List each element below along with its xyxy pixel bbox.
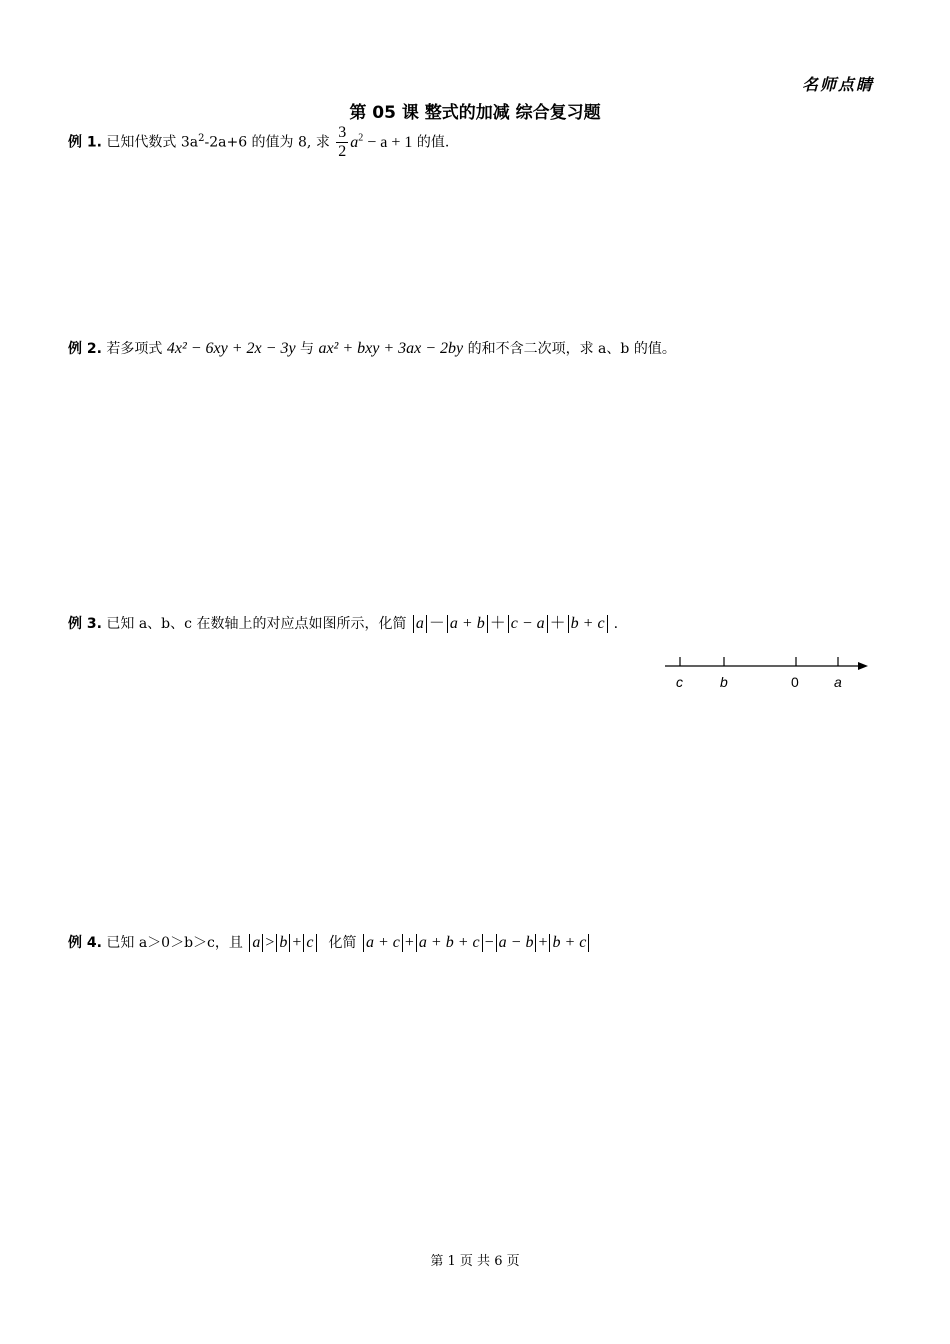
problem-1-sup: 2 [198,132,205,144]
abs-a-minus-b: a − b [496,934,537,952]
abs-b-plus-c-2: b + c [549,934,589,952]
abs-a-plus-c: a + c [363,934,403,952]
fraction-denominator: 2 [338,143,347,160]
problem-4-text-mid: 化简 [328,935,357,951]
number-line [660,652,875,694]
problem-1-var-sup: 2 [358,132,364,144]
abs-b-plus-c: b + c [568,615,608,633]
problem-4-text-a: 已知 a＞0＞b＞c，且 [106,935,243,951]
label-c: c [676,674,683,690]
problem-1-fraction [336,124,348,161]
p4-op-1: + [404,934,414,951]
label-b: b [720,674,728,690]
page-title: 第 05 课 整式的加减 综合复习题 [349,103,601,123]
problem-3-label: 例 3. [68,616,102,632]
cond-abs-b: b [276,934,290,952]
abs-a-plus-b: a + b [447,615,488,633]
problem-4 [68,932,591,952]
label-a: a [834,674,842,690]
problem-2-text-mid: 与 [300,341,314,357]
abs-a-plus-b-plus-c: a + b + c [416,934,483,952]
problem-1-text-b: -2a+6 的值为 8, 求 [204,134,330,151]
cond-abs-a: a [249,934,263,952]
problem-1-expr-rest: − a + 1 [363,133,413,151]
problem-3-text-end: . [613,616,619,632]
problem-3 [68,610,618,633]
op-2: ＋ [489,615,506,632]
problem-1 [68,124,449,161]
problem-2-text-end: 的和不含二次项，求 a、b 的值。 [467,341,676,357]
problem-2-poly1: 4x² − 6xy + 2x − 3y [166,340,296,357]
label-0: 0 [791,674,799,690]
cond-plus: + [292,934,302,951]
problem-2-poly2: ax² + bxy + 3ax − 2by [318,340,464,357]
problem-2 [68,338,676,358]
op-1: － [428,615,445,632]
problem-1-label: 例 1. [68,134,102,151]
page-footer: 第 1 页 共 6 页 [430,1254,520,1269]
number-line-arrow [858,662,868,670]
op-3: ＋ [549,615,566,632]
abs-c-minus-a: c − a [508,615,548,633]
problem-1-var: a [350,133,359,151]
brand-text: 名师点睛 [801,75,874,94]
p4-op-3: + [538,934,548,951]
p4-op-2: − [484,934,494,951]
problem-2-label: 例 2. [68,341,102,357]
problem-1-text-end: 的值. [416,134,450,151]
abs-a: a [413,615,427,633]
problem-2-text-a: 若多项式 [106,341,163,357]
problem-1-text-a: 已知代数式 3a [106,134,199,151]
problem-4-label: 例 4. [68,935,102,951]
cond-abs-c: c [303,934,316,952]
fraction-numerator: 3 [338,124,347,141]
cond-op: > [265,934,275,951]
problem-3-text-a: 已知 a、b、c 在数轴上的对应点如图所示，化简 [106,616,407,632]
